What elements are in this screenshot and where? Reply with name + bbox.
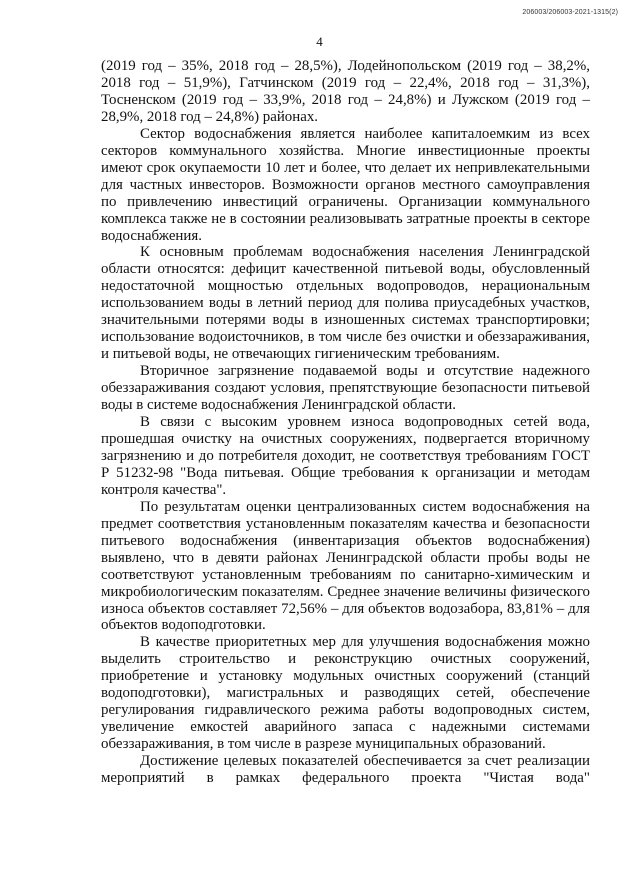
document-id: 206003/206003-2021-1315(2)	[522, 9, 618, 16]
paragraph: В качестве приоритетных мер для улучшения водоснабжения можно выделить строительство и реконструкцию очистных сооружений, приобретение и установку модульных очистных сооружений (станций водоподготовки), магистральных и разводящих сетей, обеспечение регулирования гидравлического режима работы водопроводных систем, увеличение емкостей аварийного запаса с надежными системами обеззараживания, в том числе в разрезе муниципальных образований.	[101, 634, 590, 753]
document-body	[101, 58, 590, 787]
paragraph: К основным проблемам водоснабжения населения Ленинградской области относятся: дефицит качественной питьевой воды, обусловленный недостаточной мощностью отдельных водопроводов, нерациональным использованием воды в летний период для полива приусадебных участков, значительными потерями воды в изношенных системах транспортировки; использование водоисточников, в том числе без очистки и обеззараживания, и питьевой воды, не отвечающих гигиеническим требованиям.	[101, 244, 590, 363]
paragraph-continues-next-page: Достижение целевых показателей обеспечивается за счет реализации мероприятий в рамках федерального проекта "Чистая вода"	[101, 753, 590, 787]
page-number: 4	[316, 34, 323, 49]
paragraph: По результатам оценки централизованных систем водоснабжения на предмет соответствия установленным показателям качества и безопасности питьевого водоснабжения (инвентаризация объектов водоснабжения) выявлено, что в девяти районах Ленинградской области пробы воды не соответствуют установленным требованиям по санитарно-химическим и микробиологическим показателям. Среднее значение величины физического износа объектов составляет 72,56% – для объектов водозабора, 83,81% – для объектов водоподготовки.	[101, 498, 590, 634]
paragraph-continuation: (2019 год – 35%, 2018 год – 28,5%), Лодейнопольском (2019 год – 38,2%, 2018 год – 51,9%), Гатчинском (2019 год – 22,4%, 2018 год – 31,3%), Тосненском (2019 год – 33,9%, 2018 год – 24,8%) и Лужском (2019 год – 28,9%, 2018 год – 24,8%) районах.	[101, 58, 590, 125]
paragraph: В связи с высоким уровнем износа водопроводных сетей вода, прошедшая очистку на очистных сооружениях, подвергается вторичному загрязнению и до потребителя доходит, не соответствуя требованиям ГОСТ Р 51232-98 "Вода питьевая. Общие требования к организации и методам контроля качества".	[101, 414, 590, 498]
paragraph: Вторичное загрязнение подаваемой воды и отсутствие надежного обеззараживания создают условия, препятствующие безопасности питьевой воды в системе водоснабжения Ленинградской области.	[101, 363, 590, 414]
paragraph: Сектор водоснабжения является наиболее капиталоемким из всех секторов коммунального хозяйства. Многие инвестиционные проекты имеют срок окупаемости 10 лет и более, что делает их непривлекательными для частных инвесторов. Возможности органов местного самоуправления по привлечению инвестиций ограничены. Организации коммунального комплекса также не в состоянии реализовывать затратные проекты в секторе водоснабжения.	[101, 125, 590, 244]
